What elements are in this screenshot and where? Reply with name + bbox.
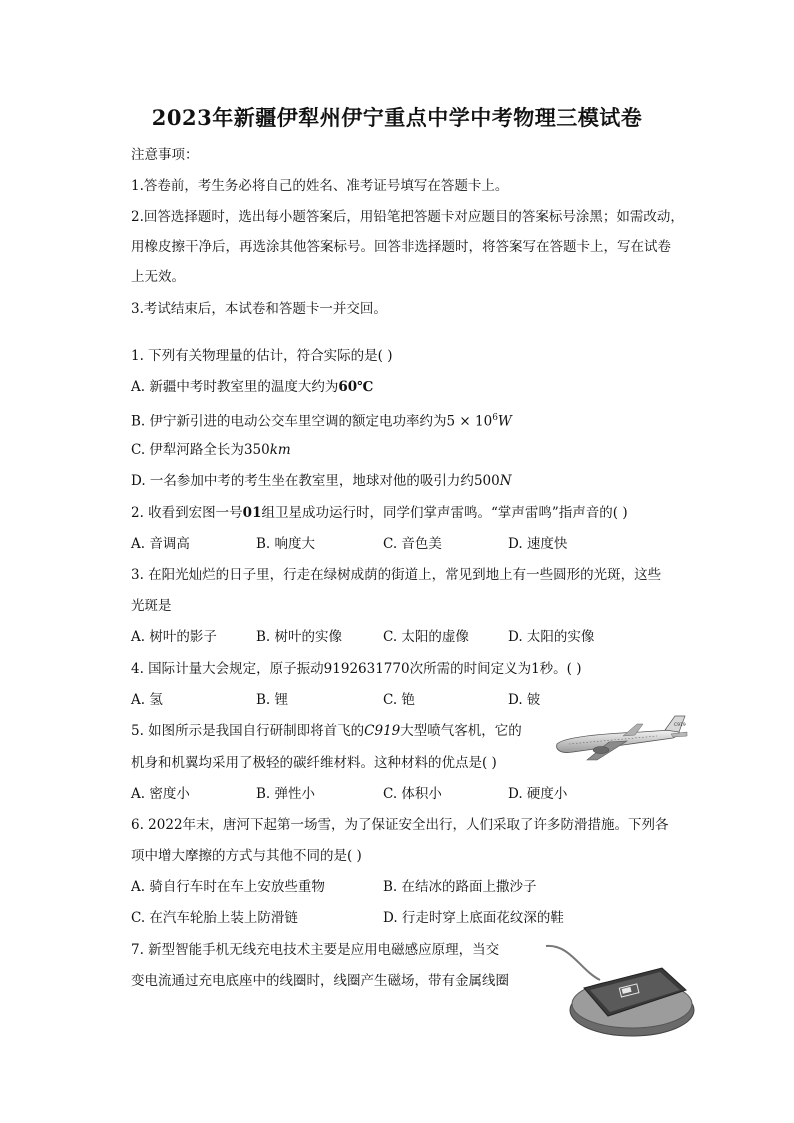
q1-b-text: B. 伊宁新引进的电动公交车里空调的额定电功率约为 (131, 413, 447, 430)
q6-option-d: D. 行走时穿上底面花纹深的鞋 (383, 910, 564, 926)
q5-option-a: A. 密度小 (131, 786, 190, 802)
exam-title: 2023年新疆伊犁州伊宁重点中学中考物理三模试卷 (151, 105, 643, 130)
q7-stem-cont: 变电流通过充电底座中的线圈时，线圈产生磁场，带有金属线圈 (131, 973, 509, 989)
q6-stem: 6. 2022年末，唐河下起第一场雪，为了保证安全出行，人们采取了许多防滑措施。下列各 (131, 817, 669, 833)
notice-item: 3.考试结束后，本试卷和答题卡一并交回。 (131, 301, 387, 317)
q1-c-unit: km (269, 442, 291, 458)
q4-stem-number: 9192631770 (323, 661, 410, 677)
q2-option-d: D. 速度快 (508, 536, 568, 552)
notice-item: 1.答卷前，考生务必将自己的姓名、准考证号填写在答题卡上。 (131, 178, 509, 194)
q1-b-unit: W (497, 413, 512, 430)
q4-option-d: D. 铍 (508, 692, 541, 708)
q2-option-c: C. 音色美 (383, 536, 442, 552)
q4-option-c: C. 铯 (383, 692, 415, 708)
q3-option-a: A. 树叶的影子 (131, 629, 217, 645)
q4-stem-prefix: 4. 国际计量大会规定，原子振动 (131, 661, 324, 677)
q1-b-value: 5 × 10 (446, 413, 493, 430)
q6-stem-cont: 项中增大摩擦的方式与其他不同的是( ) (131, 848, 362, 864)
q3-option-b: B. 树叶的实像 (256, 629, 343, 645)
notice-item: 上无效。 (131, 269, 185, 285)
notice-item: 用橡皮擦干净后，再选涂其他答案标号。回答非选择题时，将答案写在答题卡上，写在试卷 (131, 239, 671, 255)
q2-option-b: B. 响度大 (256, 536, 316, 552)
q5-stem-suffix: 大型喷气客机，它的 (400, 723, 522, 739)
q3-option-c: C. 太阳的虚像 (383, 629, 469, 645)
q2-stem (131, 504, 628, 522)
q2-stem-bold: 01 (242, 505, 262, 521)
notice-item: 2.回答选择题时，选出每小题答案后，用铅笔把答题卡对应题目的答案标号涂黑；如需改动， (131, 209, 684, 225)
q5-stem-prefix: 5. 如图所示是我国自行研制即将首飞的 (131, 723, 365, 739)
airplane-tail-label: C919 (674, 723, 686, 728)
q6-option-a: A. 骑自行车时在车上安放些重物 (131, 879, 325, 895)
airplane-figure (553, 714, 689, 764)
q5-option-b: B. 弹性小 (256, 786, 316, 802)
q1-c-value: 350 (243, 442, 270, 458)
q2-stem-suffix: 组卫星成功运行时，同学们掌声雷鸣。“掌声雷鸣”指声音的( ) (261, 505, 628, 521)
q1-stem: 1. 下列有关物理量的估计，符合实际的是( ) (131, 348, 393, 364)
q5-stem-model: C919 (364, 723, 401, 739)
q5-option-c: C. 体积小 (383, 786, 442, 802)
q1-option-d (131, 472, 512, 490)
q4-stem (131, 660, 582, 678)
q3-stem-cont: 光斑是 (131, 598, 172, 614)
q1-c-text: C. 伊犁河路全长为 (131, 442, 244, 458)
q1-b-exponent: 6 (492, 413, 498, 423)
q6-option-b: B. 在结冰的路面上撒沙子 (383, 879, 537, 895)
q1-option-b (131, 409, 512, 431)
q4-stem-suffix: 次所需的时间定义为1秒。( ) (409, 661, 582, 677)
q4-option-a: A. 氢 (131, 692, 163, 708)
q1-option-a (131, 378, 373, 396)
q6-option-c: C. 在汽车轮胎上装上防滑链 (131, 910, 298, 926)
q1-d-unit: N (499, 473, 512, 489)
q1-d-text: D. 一名参加中考的考生坐在教室里，地球对他的吸引力约 (131, 473, 474, 489)
notice-heading: 注意事项： (131, 147, 199, 163)
q3-stem: 3. 在阳光灿烂的日子里，行走在绿树成荫的街道上，常见到地上有一些圆形的光斑，这些 (131, 567, 662, 583)
q5-option-d: D. 硬度小 (508, 786, 568, 802)
q4-option-b: B. 锂 (256, 692, 289, 708)
q7-stem: 7. 新型智能手机无线充电技术主要是应用电磁感应原理，当交 (131, 942, 500, 958)
q1-option-c (131, 441, 291, 459)
q1-a-text: A. 新疆中考时教室里的温度大约为 (131, 379, 339, 395)
q2-option-a: A. 音调高 (131, 536, 190, 552)
wireless-charger-figure (540, 940, 695, 1040)
q5-stem (131, 722, 522, 740)
q3-option-d: D. 太阳的实像 (508, 629, 595, 645)
q1-a-value: 60℃ (338, 379, 374, 395)
q5-stem-cont: 机身和机翼均采用了极轻的碳纤维材料。这种材料的优点是( ) (131, 755, 497, 771)
q2-stem-prefix: 2. 收看到宏图一号 (131, 505, 243, 521)
q1-d-value: 500 (473, 473, 500, 489)
